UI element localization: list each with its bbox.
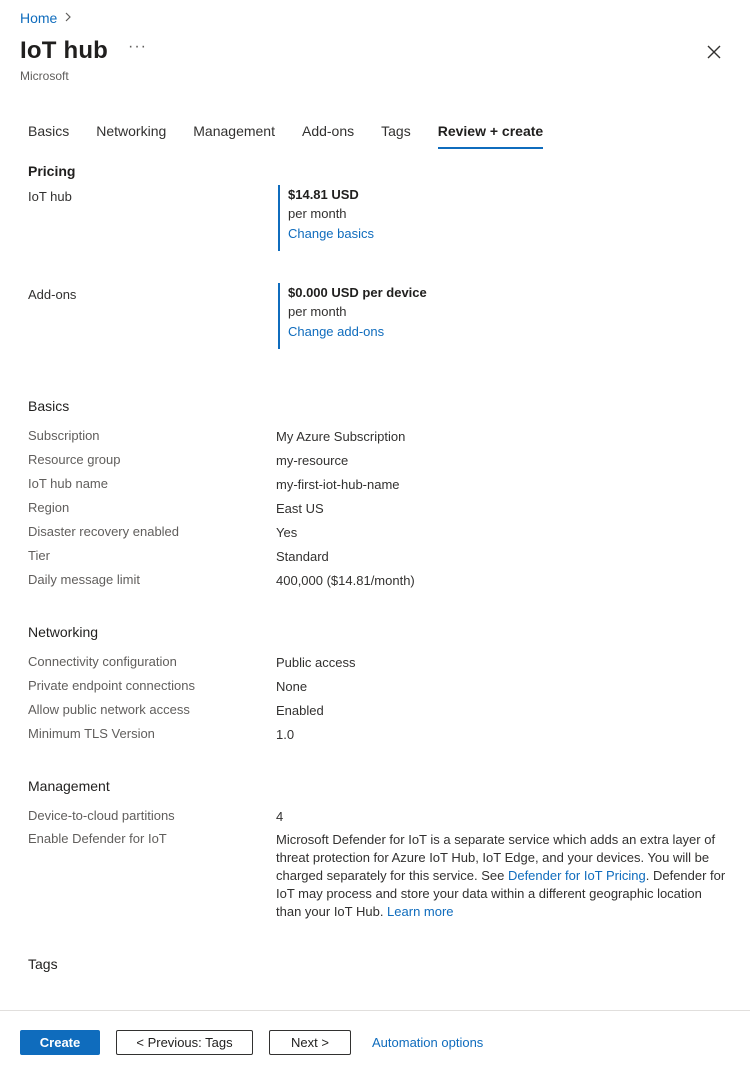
tab-basics[interactable]: Basics — [28, 123, 70, 139]
previous-button[interactable]: < Previous: Tags — [116, 1030, 253, 1055]
row-key: Subscription — [28, 428, 100, 443]
change-basics-link[interactable]: Change basics — [288, 226, 374, 241]
row-value: Yes — [276, 525, 298, 540]
more-options-button[interactable]: ··· — [128, 38, 147, 55]
row-key: Disaster recovery enabled — [28, 524, 180, 539]
row-key: Private endpoint connections — [28, 678, 195, 693]
basics-section-title: Basics — [28, 398, 70, 414]
row-value: 1.0 — [276, 727, 295, 742]
price-amount: $0.000 USD per device — [288, 285, 427, 300]
tab-bar — [28, 122, 570, 150]
next-button[interactable]: Next > — [269, 1030, 351, 1055]
breadcrumb-home-link[interactable]: Home — [20, 10, 58, 26]
tab-review-create[interactable]: Review + create — [438, 122, 543, 150]
pricing-block-iot-hub — [278, 185, 374, 251]
row-key: Device-to-cloud partitions — [28, 808, 175, 823]
tab-management[interactable]: Management — [193, 123, 275, 139]
row-key: Minimum TLS Version — [28, 726, 155, 741]
row-value: None — [276, 679, 308, 694]
price-period: per month — [288, 304, 347, 319]
tab-add-ons[interactable]: Add-ons — [301, 123, 355, 139]
defender-text: . Defender for IoT may process and store your data within a different geographic location than your IoT Hub. — [276, 868, 726, 919]
row-key: Daily message limit — [28, 572, 140, 587]
tab-networking[interactable]: Networking — [96, 123, 167, 139]
tags-section-title: Tags — [28, 956, 58, 972]
create-button[interactable]: Create — [20, 1030, 100, 1055]
row-value: my-first-iot-hub-name — [276, 477, 400, 492]
defender-description — [276, 831, 726, 921]
automation-options-link[interactable]: Automation options — [372, 1035, 484, 1050]
row-value: Enabled — [276, 703, 324, 718]
row-key: Connectivity configuration — [28, 654, 177, 669]
row-key: Resource group — [28, 452, 121, 467]
page-title: IoT hub — [20, 37, 109, 64]
row-key: Region — [28, 500, 70, 515]
change-add-ons-link[interactable]: Change add-ons — [288, 324, 385, 339]
defender-pricing-link[interactable]: Defender for IoT Pricing — [507, 868, 646, 883]
chevron-right-icon — [63, 10, 73, 26]
row-value: Standard — [276, 549, 329, 564]
defender-text: Microsoft Defender for IoT is a separate service which adds an extra layer of threat protection for Azure IoT Hub, IoT Edge, and your devices. You will be charged separately for this service. See — [276, 832, 716, 883]
row-key: Enable Defender for IoT — [28, 831, 167, 846]
pricing-label-iot-hub: IoT hub — [28, 189, 72, 204]
footer-divider — [0, 1010, 750, 1011]
row-value: 400,000 ($14.81/month) — [276, 573, 415, 588]
management-section-title: Management — [28, 778, 110, 794]
networking-section-title: Networking — [28, 624, 99, 640]
pricing-block-add-ons — [278, 283, 427, 349]
tab-tags[interactable]: Tags — [381, 123, 411, 139]
learn-more-link[interactable]: Learn more — [387, 904, 454, 919]
row-key: Tier — [28, 548, 50, 563]
breadcrumb — [20, 10, 73, 26]
row-value: My Azure Subscription — [276, 429, 406, 444]
close-icon[interactable] — [704, 42, 724, 62]
pricing-section-title: Pricing — [28, 163, 76, 179]
row-value: my-resource — [276, 453, 349, 468]
price-amount: $14.81 USD — [288, 187, 359, 202]
row-key: IoT hub name — [28, 476, 108, 491]
row-value: East US — [276, 501, 324, 516]
row-value: 4 — [276, 809, 284, 824]
row-value: Public access — [276, 655, 356, 670]
row-key: Allow public network access — [28, 702, 190, 717]
pricing-label-add-ons: Add-ons — [28, 287, 77, 302]
price-period: per month — [288, 206, 347, 221]
page-subtitle: Microsoft — [20, 69, 69, 83]
